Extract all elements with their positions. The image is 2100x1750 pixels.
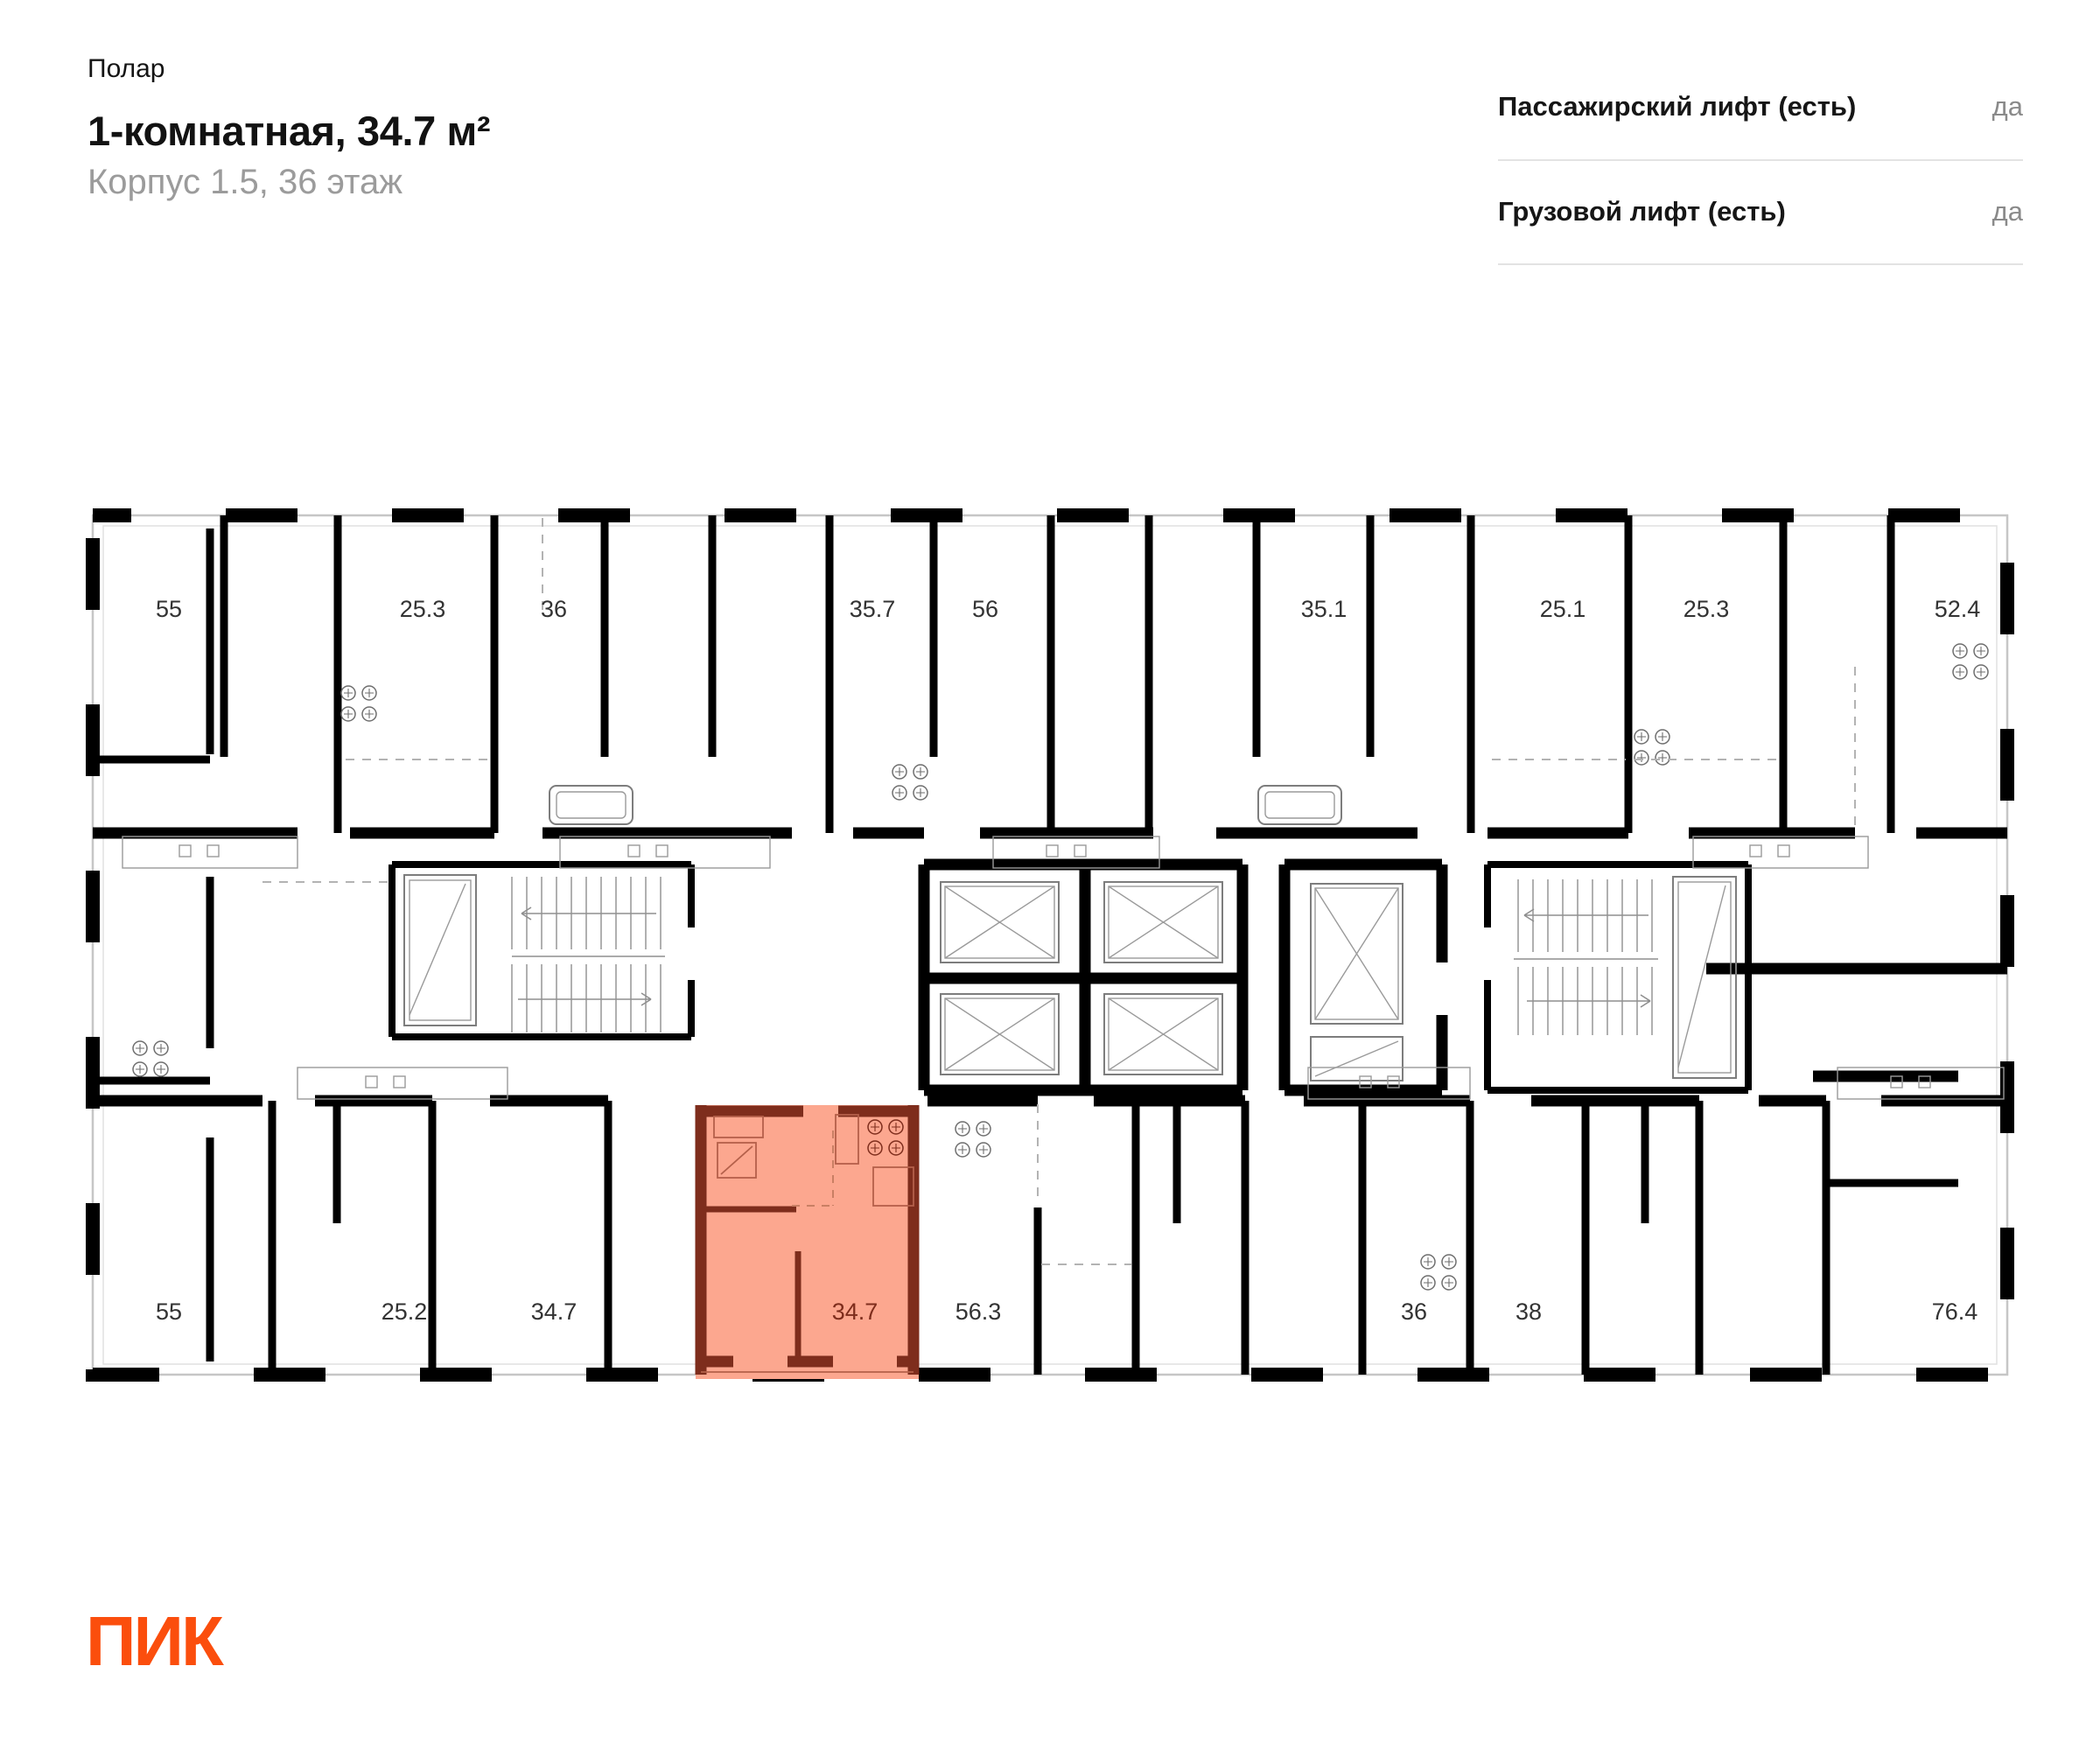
unit-area-label: 36 — [1400, 1298, 1428, 1325]
apartment-title: 1-комнатная, 34.7 м² — [88, 108, 491, 154]
lower-band-walls — [272, 1101, 1826, 1375]
bathtub-icon — [550, 786, 633, 824]
passenger-elevator-label: Пассажирский лифт (есть) — [1498, 91, 1857, 122]
unit-area-label: 34.7 — [530, 1298, 578, 1325]
unit-area-label: 25.3 — [1683, 596, 1730, 622]
unit-area-label: 55 — [155, 1298, 183, 1325]
unit-area-label: 56.3 — [955, 1298, 1002, 1325]
unit-area-label: 25.3 — [399, 596, 446, 622]
elevator-shaft — [1104, 882, 1222, 962]
elevator-shaft — [941, 994, 1059, 1074]
unit-area-label: 35.1 — [1300, 596, 1348, 622]
unit-area-label: 52.4 — [1934, 596, 1981, 622]
unit-area-label: 56 — [971, 596, 999, 622]
unit-area-label: 36 — [540, 596, 568, 622]
stove-icon — [956, 1122, 990, 1157]
unit-area-label: 76.4 — [1931, 1298, 1978, 1325]
bathtub-icon — [1258, 786, 1341, 824]
building-floor-subtitle: Корпус 1.5, 36 этаж — [88, 163, 402, 201]
project-name: Полар — [88, 54, 165, 83]
freight-elevator-value: да — [1992, 195, 2023, 227]
unit-area-label: 38 — [1515, 1298, 1543, 1325]
stairwell-left — [392, 864, 691, 1037]
elevator-shaft — [1104, 994, 1222, 1074]
unit-area-label: 25.1 — [1539, 596, 1586, 622]
stove-icon — [1953, 644, 1988, 679]
elevator-bank — [924, 864, 1242, 1090]
highlight-fill — [696, 1105, 919, 1379]
unit-area-label: 35.7 — [849, 596, 896, 622]
unit-area-label: 55 — [155, 596, 183, 622]
stove-icon — [341, 686, 376, 721]
pik-logo: ПИК — [86, 1602, 221, 1680]
unit-area-label: 25.2 — [381, 1298, 428, 1325]
freight-elevator-label: Грузовой лифт (есть) — [1498, 195, 1786, 227]
highlighted-apartment[interactable] — [696, 1105, 919, 1379]
upper-band-walls — [93, 515, 1891, 1362]
passenger-elevator-value: да — [1992, 91, 2023, 122]
corridor-walls — [93, 833, 2007, 1183]
stove-icon — [1421, 1255, 1456, 1290]
stove-icon — [133, 1041, 168, 1076]
freight-elevator-shaft — [1284, 864, 1442, 1090]
stairwell-right — [1488, 864, 1748, 1090]
stove-icon — [892, 765, 928, 800]
highlighted-unit-area-label: 34.7 — [831, 1298, 878, 1325]
elevator-shaft — [941, 882, 1059, 962]
